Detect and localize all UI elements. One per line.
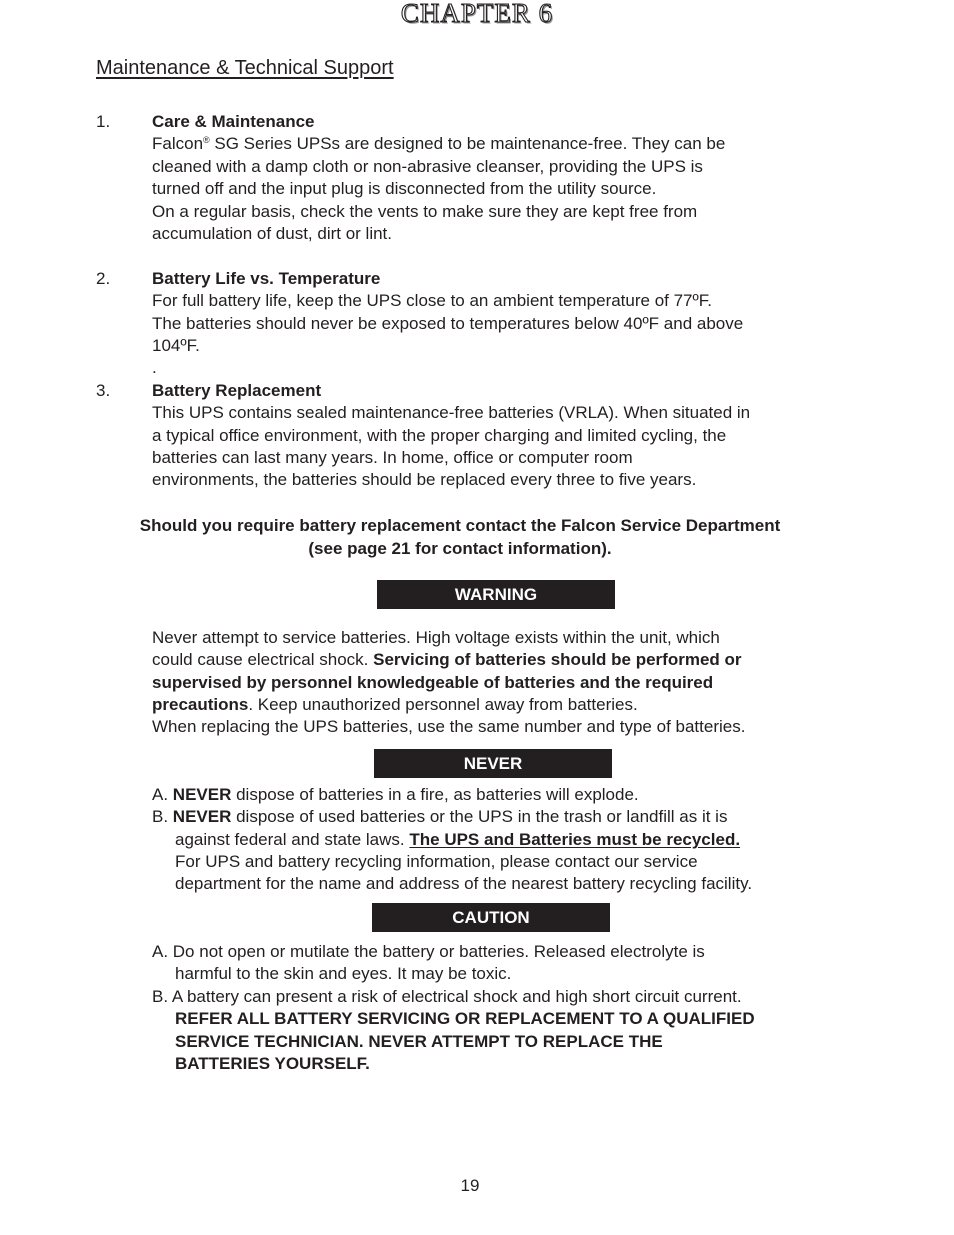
- item-2-line-2: The batteries should never be exposed to temperatures below 40ºF and above: [152, 314, 744, 333]
- never-item-b-line-1: B. NEVER dispose of used batteries or the UPS in the trash or landfill as it is: [152, 807, 728, 826]
- warning-line-1: Never attempt to service batteries. High voltage exists within the unit, which: [152, 628, 720, 647]
- item-1-line-3: turned off and the input plug is disconnected from the utility source.: [152, 179, 657, 198]
- never-banner: NEVER: [374, 749, 612, 778]
- warning-line-4: precautions. Keep unauthorized personnel away from batteries.: [152, 695, 638, 714]
- item-3-line-3: batteries can last many years. In home, office or computer room: [152, 448, 633, 467]
- item-2-title: Battery Life vs. Temperature: [152, 269, 381, 288]
- notice-line-2: (see page 21 for contact information).: [308, 539, 612, 558]
- warning-line-5: When replacing the UPS batteries, use the same number and type of batteries.: [152, 717, 746, 736]
- item-1-line-4: On a regular basis, check the vents to make sure they are kept free from: [152, 202, 698, 221]
- never-item-b-line-4: department for the name and address of the nearest battery recycling facility.: [175, 874, 753, 893]
- warning-line-3: supervised by personnel knowledgeable of batteries and the required: [152, 673, 714, 692]
- caution-item-b-line-2: REFER ALL BATTERY SERVICING OR REPLACEMENT TO A QUALIFIED: [175, 1009, 755, 1028]
- item-1-line-1: Falcon® SG Series UPSs are designed to be maintenance-free. They can be: [152, 134, 726, 153]
- item-3-number: 3.: [96, 381, 111, 400]
- item-2-number: 2.: [96, 269, 111, 288]
- warning-line-2: could cause electrical shock. Servicing of batteries should be performed or: [152, 650, 742, 669]
- item-3-title: Battery Replacement: [152, 381, 322, 400]
- never-item-b-line-3: For UPS and battery recycling information, please contact our service: [175, 852, 698, 871]
- caution-item-b-line-4: BATTERIES YOURSELF.: [175, 1054, 370, 1073]
- item-2-line-1: For full battery life, keep the UPS close to an ambient temperature of 77ºF.: [152, 291, 712, 310]
- never-item-b-line-2: against federal and state laws. The UPS and Batteries must be recycled.: [175, 830, 741, 849]
- item-1-line-5: accumulation of dust, dirt or lint.: [152, 224, 393, 243]
- item-3-line-2: a typical office environment, with the proper charging and limited cycling, the: [152, 426, 727, 445]
- caution-item-a-line-2: harmful to the skin and eyes. It may be toxic.: [175, 964, 512, 983]
- item-3-line-4: environments, the batteries should be replaced every three to five years.: [152, 470, 697, 489]
- brand-name: Falcon: [152, 134, 204, 153]
- section-title: Maintenance & Technical Support: [96, 57, 394, 79]
- item-3-line-1: This UPS contains sealed maintenance-free batteries (VRLA). When situated in: [152, 403, 751, 422]
- caution-item-b-line-3: SERVICE TECHNICIAN. NEVER ATTEMPT TO REPLACE THE: [175, 1032, 663, 1051]
- registered-mark: ®: [203, 135, 210, 145]
- warning-banner: WARNING: [377, 580, 615, 609]
- chapter-heading: CHAPTER 6: [400, 0, 554, 28]
- item-1-title: Care & Maintenance: [152, 112, 315, 131]
- item-1-number: 1.: [96, 112, 111, 131]
- caution-banner: CAUTION: [372, 903, 610, 932]
- item-2-line-3: 104ºF.: [152, 336, 200, 355]
- recycle-notice: The UPS and Batteries must be recycled.: [409, 830, 741, 849]
- never-item-a: A. NEVER dispose of batteries in a fire, as batteries will explode.: [152, 785, 639, 804]
- caution-item-b-line-1: B. A battery can present a risk of electrical shock and high short circuit current.: [152, 987, 742, 1006]
- item-1-line-2: cleaned with a damp cloth or non-abrasive cleanser, providing the UPS is: [152, 157, 703, 176]
- page-number: 19: [460, 1176, 480, 1195]
- item-2-line-4: .: [152, 358, 157, 377]
- caution-item-a-line-1: A. Do not open or mutilate the battery or batteries. Released electrolyte is: [152, 942, 705, 961]
- notice-line-1: Should you require battery replacement contact the Falcon Service Department: [139, 516, 781, 535]
